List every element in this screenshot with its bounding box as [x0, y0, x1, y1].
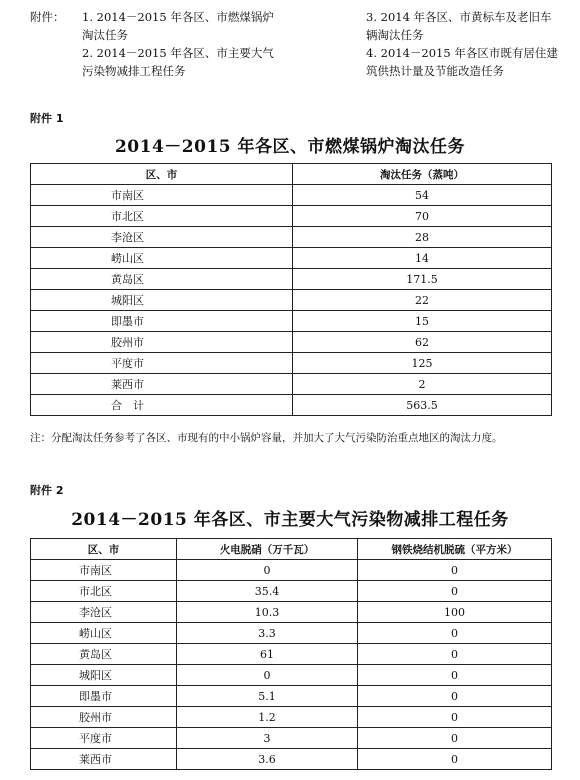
- district-cell: 莱西市: [31, 374, 293, 395]
- table-row: [31, 185, 552, 206]
- district-cell: 市南区: [31, 560, 177, 581]
- district-cell: 合 计: [31, 395, 293, 416]
- table-row: [31, 728, 552, 749]
- attachment-item-4: 4. 2014－2015 年各区市既有居住建 筑供热计量及节能改造任务: [366, 46, 558, 78]
- section2-title: 2014－2015 年各区、市主要大气污染物减排工程任务: [71, 510, 509, 530]
- value-cell: 70: [293, 206, 552, 227]
- table-row: [31, 353, 552, 374]
- table-row: [31, 332, 552, 353]
- value-cell: 22: [293, 290, 552, 311]
- attachment-item-1: 1. 2014－2015 年各区、市燃煤锅炉 淘汰任务: [82, 10, 274, 42]
- value-cell: 0: [358, 581, 552, 602]
- column-header-district: 区、市: [31, 164, 293, 185]
- district-cell: 城阳区: [31, 290, 293, 311]
- value-cell: 28: [293, 227, 552, 248]
- district-cell: 即墨市: [31, 311, 293, 332]
- table-row: [31, 644, 552, 665]
- table-row: [31, 290, 552, 311]
- district-cell: 黄岛区: [31, 269, 293, 290]
- value-cell: 0: [177, 560, 358, 581]
- value-cell: 0: [358, 665, 552, 686]
- table-row: [31, 623, 552, 644]
- district-cell: 胶州市: [31, 332, 293, 353]
- value-cell: 100: [358, 602, 552, 623]
- column-header-steel-desulfurization: 钢铁烧结机脱硫（平方米）: [358, 539, 552, 560]
- value-cell: 0: [358, 644, 552, 665]
- value-cell: 1.2: [177, 707, 358, 728]
- column-header-district: 区、市: [31, 539, 177, 560]
- value-cell: 14: [293, 248, 552, 269]
- district-cell: 李沧区: [31, 602, 177, 623]
- column-header-task: 淘汰任务（蒸吨）: [293, 164, 552, 185]
- value-cell: 0: [358, 728, 552, 749]
- value-cell: 125: [293, 353, 552, 374]
- attachment-list-label: 附件：: [30, 10, 65, 24]
- table-row: [31, 686, 552, 707]
- value-cell: 3: [177, 728, 358, 749]
- district-cell: 平度市: [31, 353, 293, 374]
- table-row: [31, 581, 552, 602]
- attachment-item-2: 2. 2014－2015 年各区、市主要大气 污染物减排工程任务: [82, 46, 274, 78]
- table-row: [31, 269, 552, 290]
- value-cell: 15: [293, 311, 552, 332]
- value-cell: 0: [358, 623, 552, 644]
- value-cell: 54: [293, 185, 552, 206]
- value-cell: 62: [293, 332, 552, 353]
- value-cell: 2: [293, 374, 552, 395]
- value-cell: 3.3: [177, 623, 358, 644]
- table-row: [31, 248, 552, 269]
- table-row: [31, 206, 552, 227]
- table-header-row: [31, 164, 552, 185]
- value-cell: 35.4: [177, 581, 358, 602]
- emission-table: [30, 538, 552, 770]
- table-row: [31, 665, 552, 686]
- boiler-table: [30, 163, 552, 416]
- value-cell: 3.6: [177, 749, 358, 770]
- table-row: [31, 311, 552, 332]
- value-cell: 0: [358, 749, 552, 770]
- table-row: [31, 602, 552, 623]
- value-cell: 0: [358, 686, 552, 707]
- section1-label: 附件 1: [30, 112, 64, 125]
- district-cell: 城阳区: [31, 665, 177, 686]
- table-row: [31, 395, 552, 416]
- district-cell: 黄岛区: [31, 644, 177, 665]
- section2-label: 附件 2: [30, 484, 64, 497]
- column-header-thermal-denitration: 火电脱硝（万千瓦）: [177, 539, 358, 560]
- section1-title: 2014－2015 年各区、市燃煤锅炉淘汰任务: [114, 137, 466, 157]
- value-cell: 5.1: [177, 686, 358, 707]
- section1-note: 注：分配淘汰任务参考了各区、市现有的中小锅炉容量，并加大了大气污染防治重点地区的淘汰力度。: [30, 432, 503, 444]
- district-cell: 李沧区: [31, 227, 293, 248]
- district-cell: 即墨市: [31, 686, 177, 707]
- table-row: [31, 707, 552, 728]
- value-cell: 171.5: [293, 269, 552, 290]
- district-cell: 市北区: [31, 581, 177, 602]
- district-cell: 市南区: [31, 185, 293, 206]
- table-row: [31, 374, 552, 395]
- district-cell: 平度市: [31, 728, 177, 749]
- table-row: [31, 560, 552, 581]
- district-cell: 市北区: [31, 206, 293, 227]
- attachment-item-3: 3. 2014 年各区、市黄标车及老旧车 辆淘汰任务: [366, 10, 552, 42]
- value-cell: 0: [358, 560, 552, 581]
- value-cell: 0: [177, 665, 358, 686]
- district-cell: 莱西市: [31, 749, 177, 770]
- table-header-row: [31, 539, 552, 560]
- district-cell: 胶州市: [31, 707, 177, 728]
- value-cell: 10.3: [177, 602, 358, 623]
- value-cell: 0: [358, 707, 552, 728]
- table-row: [31, 749, 552, 770]
- district-cell: 崂山区: [31, 248, 293, 269]
- table-row: [31, 227, 552, 248]
- value-cell: 61: [177, 644, 358, 665]
- value-cell: 563.5: [293, 395, 552, 416]
- district-cell: 崂山区: [31, 623, 177, 644]
